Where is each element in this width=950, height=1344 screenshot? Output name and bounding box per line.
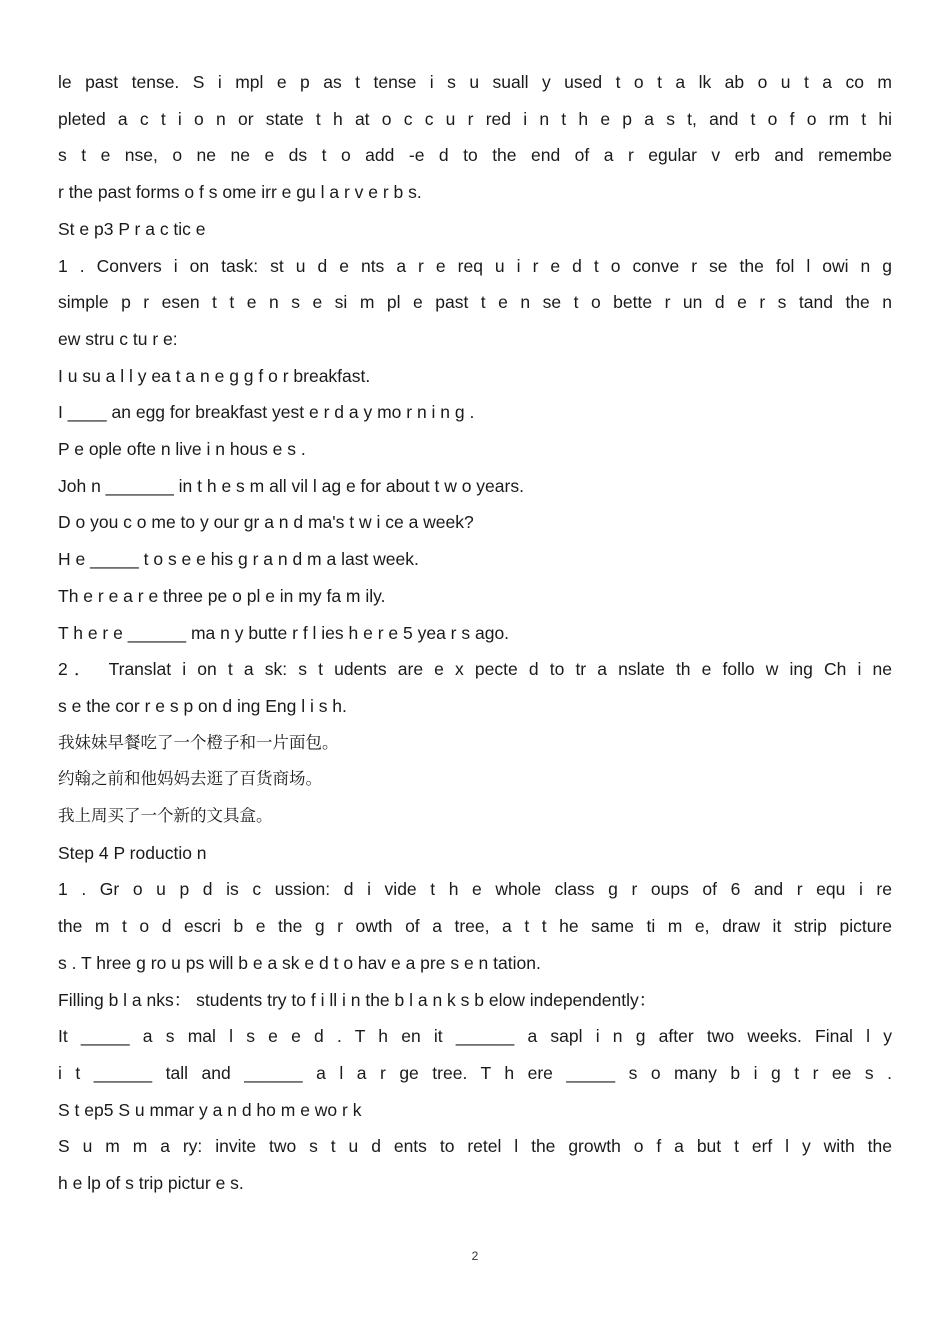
exercise-line-3: P e ople ofte n live i n hous e s . [58,439,306,460]
exercise-line-2: I ____ an egg for breakfast yest e r d a y mo r n i n g . [58,402,475,423]
text-line-26: Filling b l a nks： students try to f i ll i n the b l a n k s b elow independently： [58,989,657,1010]
text-line-7: simple p r esen t t e n s e si m pl e past t e n se t o bette r un d e r s tand the n [58,292,892,313]
text-line-6: 1 . Convers i on task: st u d e nts a r e req u i r e d t o conve r se the fol l owi n g [58,255,892,276]
exercise-line-5: D o you c o me to y our gr a n d ma's t w i ce a week? [58,512,474,533]
step5-heading: S t ep5 S u mmar y a n d ho m e wo r k [58,1099,362,1120]
exercise-line-7: Th e r e a r e three pe o pl e in my fa m ily. [58,585,386,606]
text-line-2: pleted a c t i o n or state t h at o c c u r red i n t h e p a s t, and t o f o rm t hi [58,108,892,129]
text-line-3: s t e nse, o ne ne e ds t o add -e d to the end of a r egular v erb and remembe [58,145,892,166]
exercise-line-1: I u su a l l y ea t a n e g g f o r breakfast. [58,365,371,386]
document-body [58,64,892,1202]
text-line-30: S u m m a ry: invite two s t u d ents to retel l the growth o f a but t erf l y with the [58,1136,892,1157]
text-line-31: h e lp of s trip pictur e s. [58,1173,244,1194]
chinese-sentence-3: 我上周买了一个新的文具盒。 [58,806,273,826]
text-line-4: r the past forms o f s ome irr e gu l a r v e r b s. [58,182,422,203]
exercise-line-6: H e _____ t o s e e his g r a n d m a last week. [58,549,419,570]
text-line-18: s e the cor r e s p on d ing Eng l i s h. [58,695,347,716]
text-line-23: 1 . Gr o u p d is c ussion: d i vide t h e whole class g r oups of 6 and r equ i re [58,879,892,900]
step3-heading: St e p3 P r a c tic e [58,218,206,239]
text-line-27: It _____ a s mal l s e e d . T h en it ______ a sapl i n g after two weeks. Final l y [58,1026,892,1047]
text-line-1: le past tense. S i mpl e p as t tense i s u suall y used t o t a lk ab o u t a co m [58,72,892,92]
text-line-24: the m t o d escri b e the g r owth of a tree, a t t he same ti m e, draw it strip picture [58,916,892,937]
chinese-sentence-2: 约翰之前和他妈妈去逛了百货商场。 [58,769,322,789]
text-line-28: i t ______ tall and ______ a l a r ge tree. T h ere _____ s o many b i g t r ee s . [58,1062,892,1083]
chinese-sentence-1: 我妹妹早餐吃了一个橙子和一片面包。 [58,732,339,752]
step4-heading: Step 4 P roductio n [58,842,207,863]
exercise-line-4: Joh n _______ in t h e s m all vil l ag e for about t w o years. [58,475,524,496]
page-number: 2 [471,1249,479,1263]
text-line-17: 2． Translat i on t a sk: s t udents are e x pecte d to tr a nslate th e follo w ing Ch i ne [58,659,892,680]
text-line-25: s . T hree g ro u ps will b e a sk e d t o hav e a pre s e n tation. [58,952,541,973]
exercise-line-8: T h e r e ______ ma n y butte r f l ies h e r e 5 yea r s ago. [58,622,510,643]
text-line-8: ew stru c tu r e: [58,328,178,349]
